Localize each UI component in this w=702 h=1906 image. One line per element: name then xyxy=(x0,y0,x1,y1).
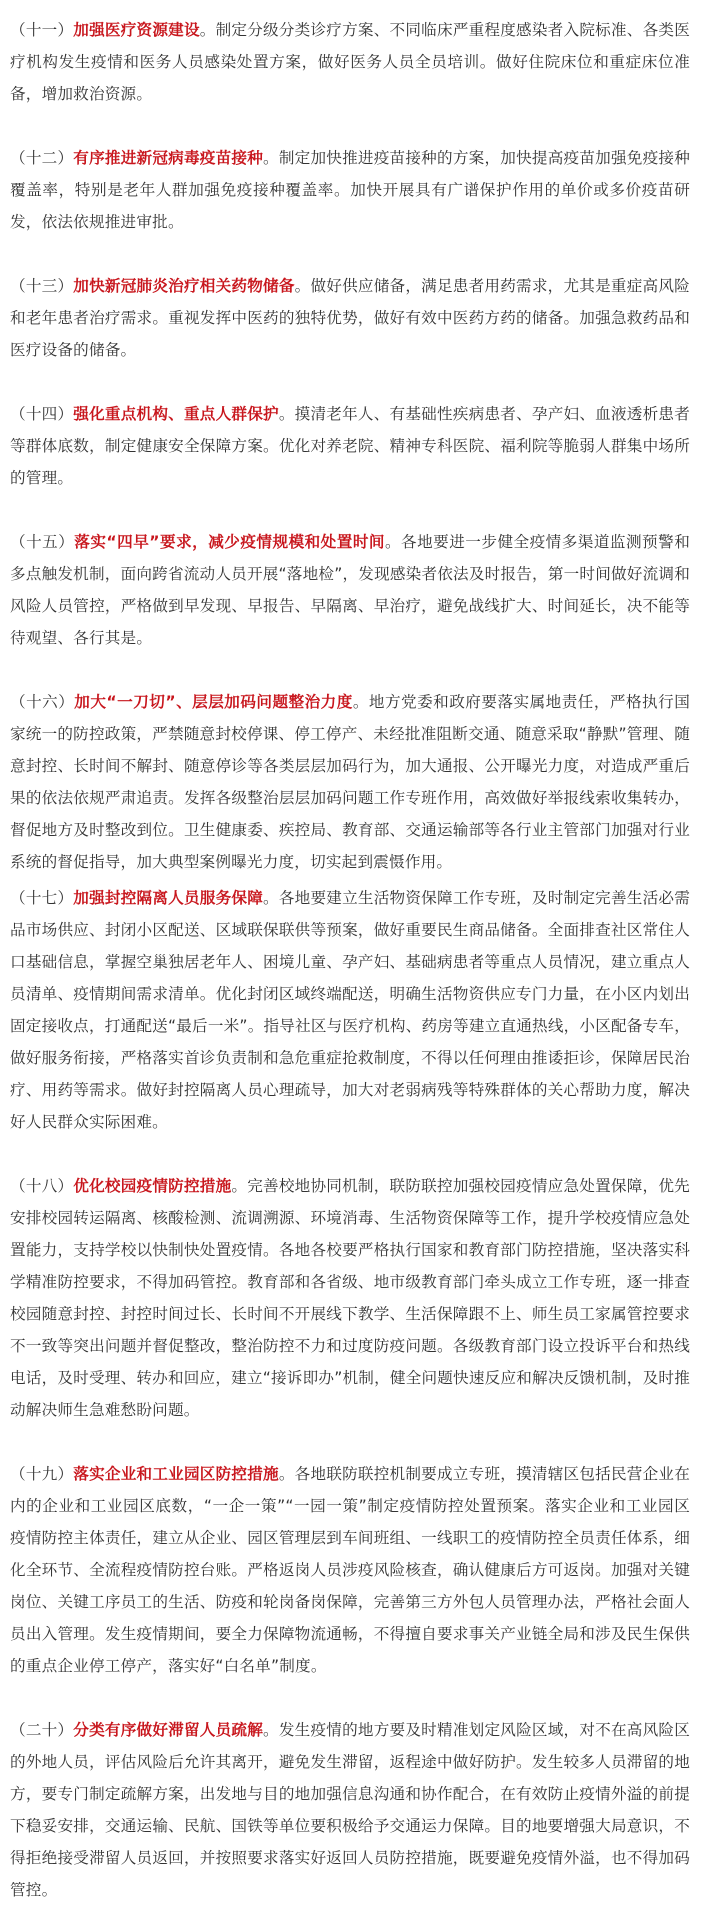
paragraph-body: 。各地联防联控机制要成立专班，摸清辖区包括民营企业在内的企业和工业园区底数，“一企一策”“一园一策”制定疫情防控处置预案。落实企业和工业园区疫情防控主体责任，建立从企业、园区管理层到车间班组、一线职工的疫情防控全员责任体系，细化全环节、全流程疫情防控台账。严格返岗人员涉疫风险核查，确认健康后方可返岗。加强对关键岗位、关键工序员工的生活、防疫和轮岗备岗保障，完善第三方外包人员管理办法，严格社会面人员出入管理。发生疫情期间，要全力保障物流通畅，不得擅自要求事关产业链全局和涉及民生保供的重点企业停工停产，落实好“白名单”制度。 xyxy=(10,1465,690,1675)
paragraph-number: （十七） xyxy=(10,889,74,907)
paragraph-16 xyxy=(10,686,690,878)
paragraph-number: （十三） xyxy=(10,277,74,295)
paragraph-heading: 加大“一刀切”、层层加码问题整治力度 xyxy=(74,693,353,711)
paragraph-body: 。各地要建立生活物资保障工作专班，及时制定完善生活必需品市场供应、封闭小区配送、区域联保联供等预案，做好重要民生商品储备。全面排查社区常住人口基础信息，掌握空巢独居老年人、困境儿童、孕产妇、基础病患者等重点人员情况，建立重点人员清单、疫情期间需求清单。优化封闭区域终端配送，明确生活物资供应专门力量，在小区内划出固定接收点，打通配送“最后一米”。指导社区与医疗机构、药房等建立直通热线，小区配备专车，做好服务衔接，严格落实首诊负责制和急危重症抢救制度，不得以任何理由推诿拒诊，保障居民治疗、用药等需求。做好封控隔离人员心理疏导，加大对老弱病残等特殊群体的关心帮助力度，解决好人民群众实际困难。 xyxy=(10,889,691,1131)
paragraph-body: 。完善校地协同机制，联防联控加强校园疫情应急处置保障，优先安排校园转运隔离、核酸检测、流调溯源、环境消毒、生活物资保障等工作，提升学校疫情应急处置能力，支持学校以快制快处置疫情。各地各校要严格执行国家和教育部门防控措施，坚决落实科学精准防控要求，不得加码管控。教育部和各省级、地市级教育部门牵头成立工作专班，逐一排查校园随意封控、封控时间过长、长时间不开展线下教学、生活保障跟不上、师生员工家属管控要求不一致等突出问题并督促整改，整治防控不力和过度防疫问题。各级教育部门设立投诉平台和热线电话，及时受理、转办和回应，建立“接诉即办”机制，健全问题快速反应和解决反馈机制，及时推动解决师生急难愁盼问题。 xyxy=(10,1177,690,1419)
paragraph-body: 。做好供应储备，满足患者用药需求，尤其是重症高风险和老年患者治疗需求。重视发挥中医药的独特优势，做好有效中医药方药的储备。加强急救药品和医疗设备的储备。 xyxy=(10,277,690,359)
paragraph-heading: 优化校园疫情防控措施 xyxy=(73,1177,232,1195)
paragraph-heading: 落实“四早”要求，减少疫情规模和处置时间 xyxy=(74,533,385,551)
paragraph-body: 。地方党委和政府要落实属地责任，严格执行国家统一的防控政策，严禁随意封校停课、停工停产、未经批准阻断交通、随意采取“静默”管理、随意封控、长时间不解封、随意停诊等各类层层加码行为，加大通报、公开曝光力度，对造成严重后果的依法依规严肃追责。发挥各级整治层层加码问题工作专班作用，高效做好举报线索收集转办，督促地方及时整改到位。卫生健康委、疾控局、教育部、交通运输部等各行业主管部门加强对行业系统的督促指导，加大典型案例曝光力度，切实起到震慑作用。 xyxy=(10,693,690,871)
paragraph-18 xyxy=(10,1170,690,1426)
paragraph-15 xyxy=(10,526,690,654)
paragraph-body: 。制定分级分类诊疗方案、不同临床严重程度感染者入院标准、各类医疗机构发生疫情和医务人员感染处置方案，做好医务人员全员培训。做好住院床位和重症床位准备，增加救治资源。 xyxy=(10,21,690,103)
paragraph-20 xyxy=(10,1714,690,1906)
paragraph-heading: 分类有序做好滞留人员疏解 xyxy=(73,1721,264,1739)
paragraph-body: 。制定加快推进疫苗接种的方案，加快提高疫苗加强免疫接种覆盖率，特别是老年人群加强免疫接种覆盖率。加快开展具有广谱保护作用的单价或多价疫苗研发，依法依规推进审批。 xyxy=(10,149,691,231)
paragraph-number: （十四） xyxy=(10,405,74,423)
paragraph-heading: 强化重点机构、重点人群保护 xyxy=(73,405,279,423)
paragraph-17 xyxy=(10,882,690,1138)
paragraph-body: 。各地要进一步健全疫情多渠道监测预警和多点触发机制，面向跨省流动人员开展“落地检”，发现感染者依法及时报告，第一时间做好流调和风险人员管控，严格做到早发现、早报告、早隔离、早治疗，避免战线扩大、时间延长，决不能等待观望、各行其是。 xyxy=(10,533,690,647)
paragraph-heading: 落实企业和工业园区防控措施 xyxy=(73,1465,279,1483)
paragraph-number: （十二） xyxy=(10,149,74,167)
paragraph-number: （十六） xyxy=(10,693,75,711)
paragraph-14 xyxy=(10,398,690,494)
paragraph-13 xyxy=(10,270,690,366)
paragraph-number: （十八） xyxy=(10,1177,74,1195)
paragraph-number: （二十） xyxy=(10,1721,74,1739)
paragraph-heading: 加快新冠肺炎治疗相关药物储备 xyxy=(73,277,295,295)
paragraph-heading: 有序推进新冠病毒疫苗接种 xyxy=(73,149,264,167)
paragraph-number: （十五） xyxy=(10,533,75,551)
paragraph-heading: 加强封控隔离人员服务保障 xyxy=(73,889,264,907)
paragraph-body: 。发生疫情的地方要及时精准划定风险区域，对不在高风险区的外地人员，评估风险后允许其离开，避免发生滞留，返程途中做好防护。发生较多人员滞留的地方，要专门制定疏解方案，出发地与目的地加强信息沟通和协作配合，在有效防止疫情外溢的前提下稳妥安排，交通运输、民航、国铁等单位要积极给予交通运力保障。目的地要增强大局意识，不得拒绝接受滞留人员返回，并按照要求落实好返回人员防控措施，既要避免疫情外溢，也不得加码管控。 xyxy=(10,1721,691,1899)
paragraph-11 xyxy=(10,14,690,110)
paragraph-heading: 加强医疗资源建设 xyxy=(73,21,200,39)
paragraph-body: 。摸清老年人、有基础性疾病患者、孕产妇、血液透析患者等群体底数，制定健康安全保障方案。优化对养老院、精神专科医院、福利院等脆弱人群集中场所的管理。 xyxy=(10,405,690,487)
paragraph-19 xyxy=(10,1458,690,1682)
paragraph-12 xyxy=(10,142,690,238)
paragraph-number: （十九） xyxy=(10,1465,74,1483)
paragraph-number: （十一） xyxy=(10,21,74,39)
